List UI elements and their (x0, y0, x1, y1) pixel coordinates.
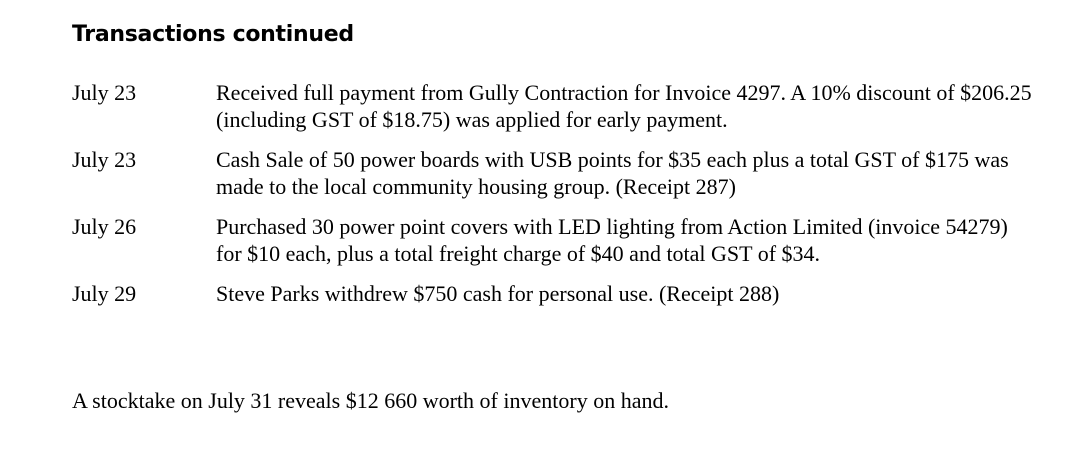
transaction-entry (72, 79, 1032, 133)
transaction-entry (72, 213, 1032, 267)
transaction-date: July 23 (72, 80, 137, 105)
transaction-description: Received full payment from Gully Contraction for Invoice 4297. A 10% discount of $206.25 (including GST of $18.75) was applied for early payment. (216, 80, 1032, 132)
transaction-description: Steve Parks withdrew $750 cash for personal use. (Receipt 288) (216, 281, 780, 306)
stocktake-note: A stocktake on July 31 reveals $12 660 worth of inventory on hand. (72, 388, 669, 413)
transaction-entry (72, 146, 1032, 200)
transactions-list (72, 79, 1032, 307)
transaction-date: July 26 (72, 214, 137, 239)
transaction-date: July 23 (72, 147, 137, 172)
transaction-description: Purchased 30 power point covers with LED lighting from Action Limited (invoice 54279) for $10 each, plus a total freight charge of $40 and total GST of $34. (216, 214, 1008, 266)
section-heading: Transactions continued (72, 22, 354, 47)
transaction-date: July 29 (72, 281, 137, 306)
transaction-entry (72, 280, 1032, 307)
transaction-description: Cash Sale of 50 power boards with USB points for $35 each plus a total GST of $175 was made to the local community housing group. (Receipt 287) (216, 147, 1009, 199)
